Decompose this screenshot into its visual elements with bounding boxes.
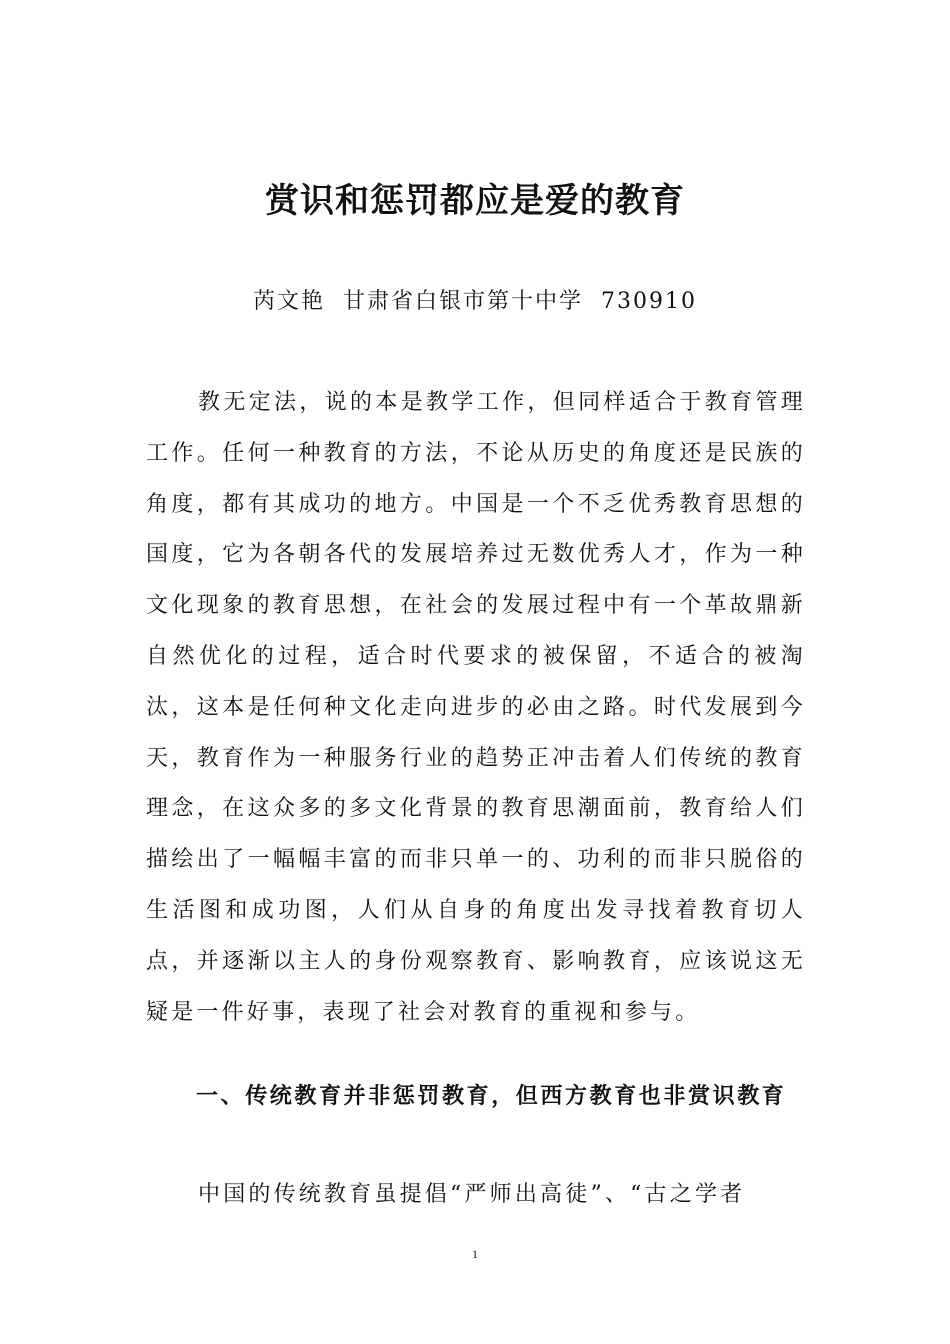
page-number: 1 [472,1247,478,1261]
body-paragraph: 教无定法，说的本是教学工作，但同样适合于教育管理工作。任何一种教育的方法，不论从历史的角度还是民族的角度，都有其成功的地方。中国是一个不乏优秀教育思想的国度，它为各朝各代的发展培养过无数优秀人才，作为一种文化现象的教育思想，在社会的发展过程中有一个革故鼎新自然优化的过程，适合时代要求的被保留，不适合的被淘汰，这本是任何种文化走向进步的必由之路。时代发展到今天，教育作为一种服务行业的趋势正冲击着人们传统的教育理念，在这众多的多文化背景的教育思潮面前，教育给人们描绘出了一幅幅丰富的而非只单一的、功利的而非只脱俗的生活图和成功图，人们从自身的角度出发寻找着教育切人点，并逐渐以主人的身份观察教育、影响教育，应该说这无疑是一件好事，表现了社会对教育的重视和参与。 [146,390,806,1025]
section-heading: 一、传统教育并非惩罚教育，但西方教育也非赏识教育 [196,1084,787,1109]
author-line: 芮文艳 甘肃省白银市第十中学 730910 [253,289,697,314]
body-paragraph: 中国的传统教育虽提倡“严师出高徒”、“古之学者 [198,1182,746,1207]
document-title: 赏识和惩罚都应是爱的教育 [265,181,685,221]
